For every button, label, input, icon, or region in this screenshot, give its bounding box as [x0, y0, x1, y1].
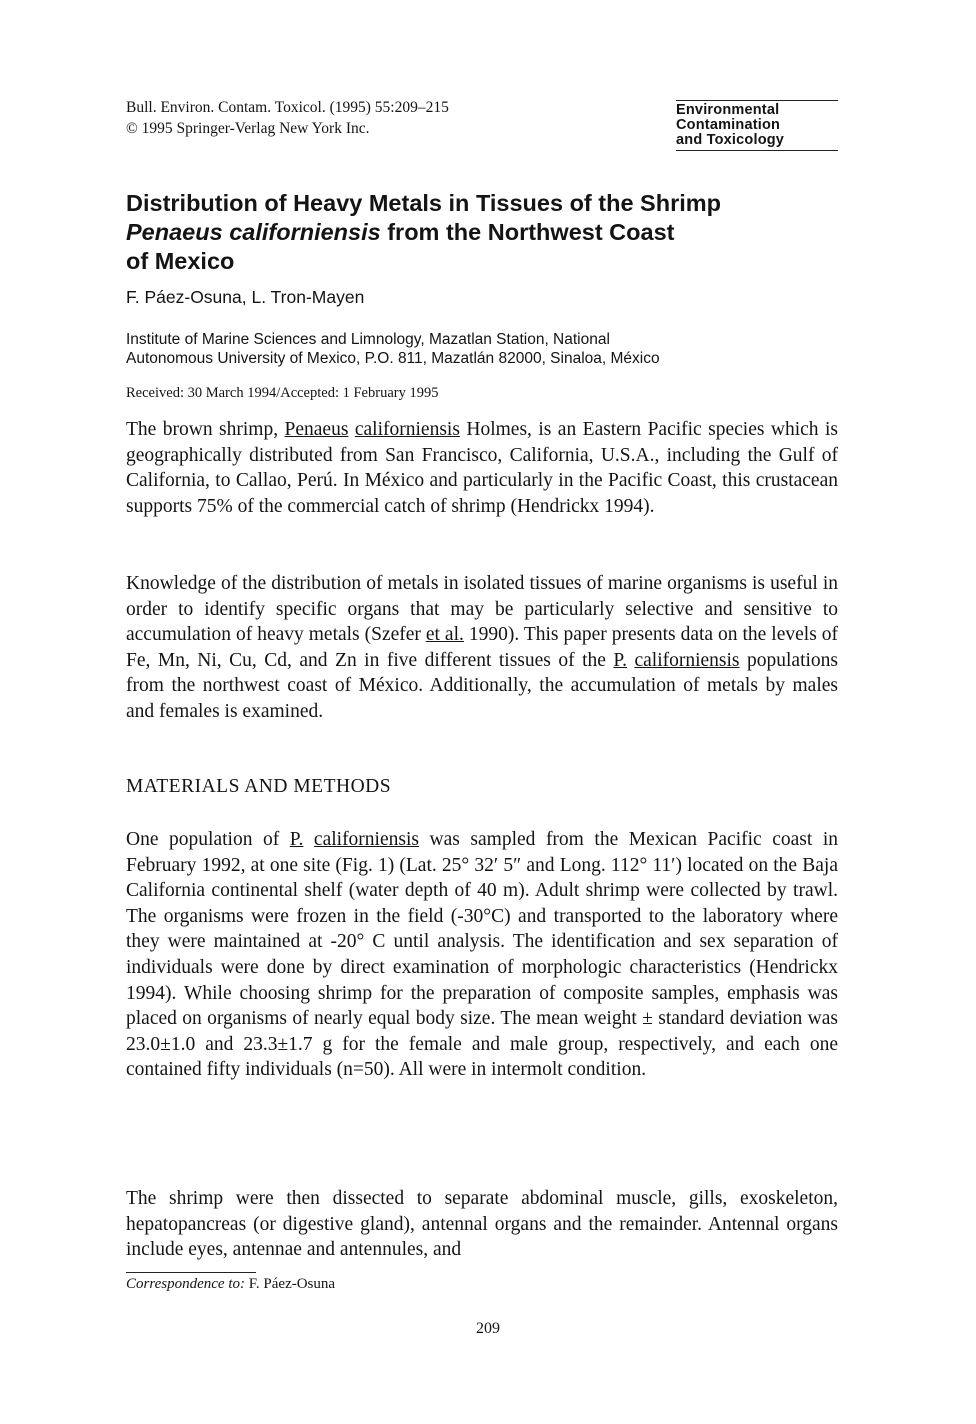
text: The brown shrimp,	[126, 419, 285, 440]
species-name: californiensis	[634, 649, 740, 671]
citation-line-2: © 1995 Springer-Verlag New York Inc.	[126, 120, 370, 137]
paragraph-knowledge	[126, 571, 838, 725]
page-number: 209	[476, 1320, 500, 1337]
text: Knowledge of the distribution of metals in isolated tissues of marine organisms is useful in order to identify specific organs that may be particularly selective and sensitive to accumulation of heavy metals (Szefer	[126, 573, 838, 646]
footnote-name: F. Páez-Osuna	[245, 1276, 336, 1292]
paragraph-methods	[126, 827, 838, 1083]
journal-logo-line-3: and Toxicology	[676, 132, 785, 148]
text	[303, 829, 314, 850]
affiliation	[126, 330, 846, 368]
species-name: californiensis	[354, 419, 460, 440]
title-line-1: Distribution of Heavy Metals in Tissues of the Shrimp	[126, 190, 722, 216]
title-line-2	[126, 218, 826, 247]
et-al: et al.	[425, 624, 464, 646]
species-name: Penaeus	[284, 419, 349, 440]
title-species: Penaeus californiensis	[126, 219, 381, 245]
authors: F. Páez-Osuna, L. Tron-Mayen	[126, 287, 365, 307]
species-genus: P.	[613, 649, 627, 671]
text: Holmes, is an Eastern Pacific species which is geographically distributed from San Francisco, California, U.S.A., including the Gulf of California, to Callao, Perú. In México and particularly in the Pacific Coast, this crustacean supports 75% of the commercial catch of shrimp (Hendrickx 1994).	[126, 419, 839, 517]
text: 1990). This paper presents data on the levels of Fe, Mn, Ni, Cu, Cd, and Zn in five different tissues of the	[126, 624, 838, 671]
journal-logo-line-1: Environmental	[676, 102, 780, 118]
citation-line-1: Bull. Environ. Contam. Toxicol. (1995) 55:209–215	[126, 99, 449, 116]
text: was sampled from the Mexican Pacific coast in February 1992, at one site (Fig. 1) (Lat. 25° 32′ 5″ and Long. 112° 11′) located on the Baja California continental shelf (water depth of 40 m). Adult shrimp were collected by trawl. The organisms were frozen in the field (-30°C) and transported to the laboratory where they were maintained at -20° C until analysis. The identification and sex separation of individuals were done by direct examination of morphologic characteristics (Hendrickx 1994). While choosing shrimp for the preparation of composite samples, emphasis was placed on organisms of nearly equal body size. The mean weight ± standard deviation was 23.0±1.0 and 23.3±1.7 g for the female and male group, respectively, and each one contained fifty individuals (n=50). All were in intermolt condition.	[126, 829, 839, 1081]
species-name: californiensis	[313, 829, 419, 850]
affiliation-line-1: Institute of Marine Sciences and Limnology, Mazatlan Station, National	[126, 331, 610, 348]
footnote-label: Correspondence to:	[126, 1276, 246, 1292]
journal-citation	[126, 97, 449, 139]
text: One population of	[126, 829, 290, 850]
footnote	[126, 1276, 335, 1293]
title-line-3: of Mexico	[126, 248, 235, 274]
affiliation-line-2: Autonomous University of Mexico, P.O. 811, Mazatlán 82000, Sinaloa, México	[126, 350, 660, 367]
paragraph-dissection: The shrimp were then dissected to separate abdominal muscle, gills, exoskeleton, hepatopancreas (or digestive gland), antennal organs and the remainder. Antennal organs include eyes, antennae and antennules, and	[126, 1188, 838, 1261]
article-title	[126, 189, 826, 276]
text: populations from the northwest coast of México. Additionally, the accumulation of metals by males and females is examined.	[126, 649, 839, 722]
journal-logo	[676, 100, 838, 151]
footnote-divider	[126, 1272, 256, 1273]
journal-logo-line-2: Contamination	[676, 117, 781, 133]
section-heading: MATERIALS AND METHODS	[126, 776, 392, 797]
paragraph-intro	[126, 417, 838, 519]
received-date: Received: 30 March 1994/Accepted: 1 February 1995	[126, 385, 439, 401]
title-line-2-rest: from the Northwest Coast	[380, 219, 675, 245]
species-genus: P.	[289, 829, 304, 850]
